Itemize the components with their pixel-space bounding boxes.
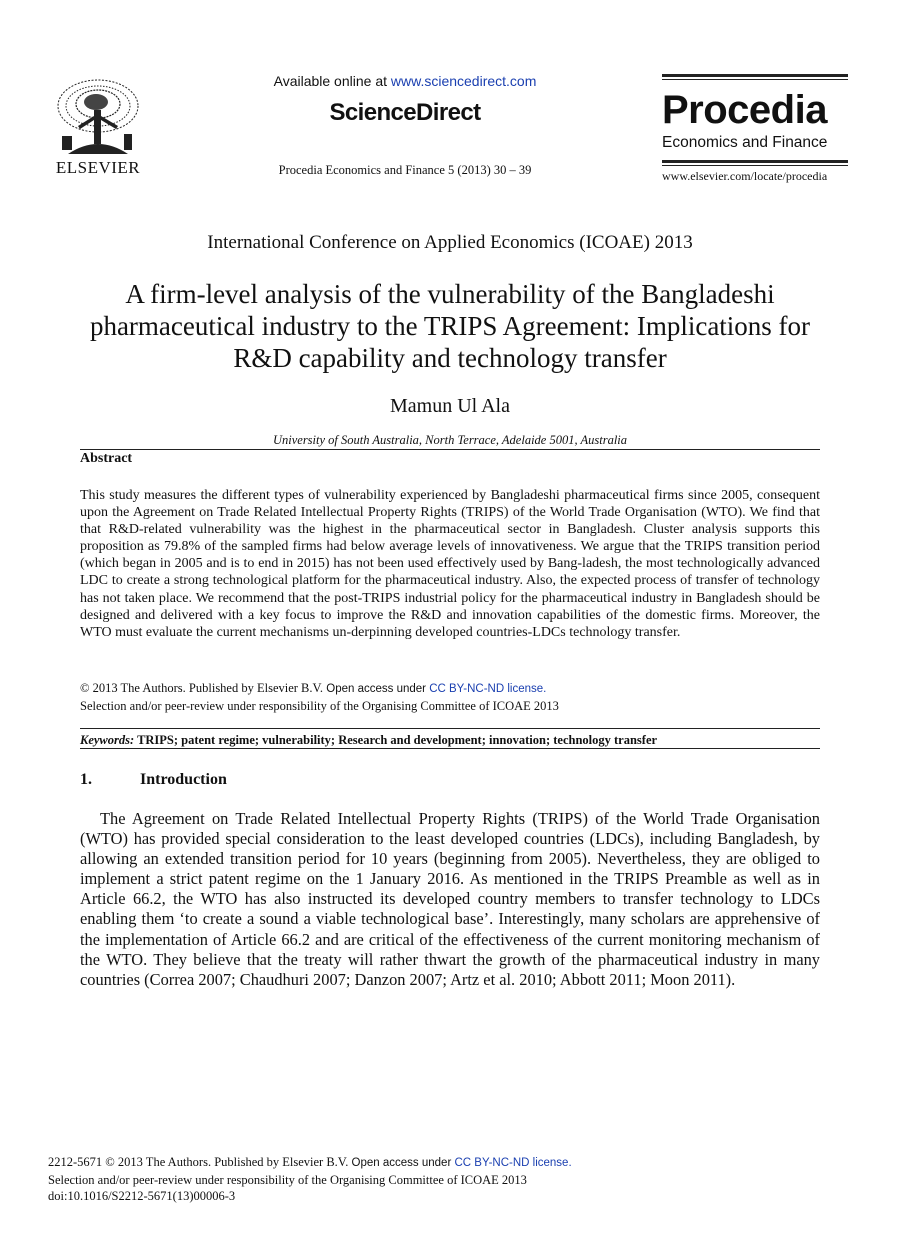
journal-brand: [662, 74, 848, 184]
keywords: [80, 733, 820, 748]
author-affiliation: University of South Australia, North Terrace, Adelaide 5001, Australia: [272, 433, 628, 447]
brand-rule-top: [662, 74, 848, 77]
available-online: [240, 73, 570, 89]
section-number: 1.: [80, 771, 92, 788]
brand-url[interactable]: www.elsevier.com/locate/procedia: [662, 169, 828, 183]
introduction-paragraph: The Agreement on Trade Related Intellectual Property Rights (TRIPS) of the World Trade Organisation (WTO) has provided special consideration to the least developed countries (LDCs), including Bangladesh, by allowing an extended transition period for 10 years (beginning from 2005). Nevertheless, they are obliged to implement a strict patent regime on the 1 January 2016. As mentioned in the TRIPS Preamble as well as in Article 66.2, the WTO has also instructed its developed country members to transfer technology to LDCs enabling them ‘to create a sound a viable technological base’. Interestingly, many scholars are apprehensive of the implementation of Article 66.2 and are critical of the effectiveness of the current monitoring mechanism of the WTO. They believe that the treaty will rather thwart the growth of the pharmaceutical industry in many countries (Correa 2007; Chaudhuri 2007; Danzon 2007; Artz et al. 2010; Abbott 2011; Moon 2011).: [80, 809, 820, 989]
conference-name: International Conference on Applied Economics (ICOAE) 2013: [207, 232, 693, 253]
footer-peer-review: Selection and/or peer-review under responsibility of the Organising Committee of ICOAE 2013: [48, 1172, 527, 1187]
copyright-notice: [80, 680, 820, 715]
author-name: Mamun Ul Ala: [390, 395, 510, 417]
abstract-top-rule: [80, 449, 820, 450]
footer-doi[interactable]: doi:10.1016/S2212-5671(13)00006-3: [48, 1189, 236, 1203]
footer-license-link[interactable]: CC BY-NC-ND license.: [454, 1157, 572, 1169]
paper-title: A firm-level analysis of the vulnerability of the Bangladeshi pharmaceutical industry to the TRIPS Agreement: Implications for R&D capability and technology transfer: [89, 279, 811, 373]
brand-rule-bottom-thin: [662, 165, 848, 166]
copyright-line: © 2013 The Authors. Published by Elsevier B.V.: [80, 681, 324, 695]
footer-issn-copyright: 2212-5671 © 2013 The Authors. Published by Elsevier B.V.: [48, 1155, 349, 1169]
footer-open-access-label: Open access under: [348, 1157, 455, 1169]
sciencedirect-link[interactable]: www.sciencedirect.com: [390, 73, 537, 89]
open-access-label: Open access under: [323, 683, 430, 695]
brand-rule-top-thin: [662, 79, 848, 80]
keywords-text: TRIPS; patent regime; vulnerability; Research and development; innovation; technology transfer: [134, 733, 658, 747]
abstract-text: This study measures the different types of vulnerability experienced by Bangladeshi pharmaceutical firms since 2005, consequent upon the Agreement on Trade Related Intellectual Property Rights (TRIPS) of the World Trade Organisation (WTO). We find that that R&D-related vulnerability was the highest in the pharmaceutical sector in Bangladesh. Cluster analysis supports this proposition as 79.8% of the sampled firms had below average levels of innovativeness. We argue that the TRIPS transition period (which began in 2005 and is to end in 2015) has not been used effectively used by Bang-ladesh, the most technologically advanced LDC to create a strong technological platform for the pharmaceutical industry. Also, the expected process of transfer of technology has not taken place. We recommend that the post-TRIPS industrial policy for the pharmaceutical industry in Bangladesh should be designed and delivered with a key focus to improve the R&D and innovation capabilities of the domestic firms. Moreover, the WTO must evaluate the current mechanisms un-derpinning developed countries-LDCs technology transfer.: [80, 488, 820, 640]
keywords-top-rule: [80, 728, 820, 729]
available-prefix: Available online at: [273, 73, 391, 89]
platform-wordmark: ScienceDirect: [329, 99, 481, 126]
keywords-bottom-rule: [80, 748, 820, 749]
abstract-heading: Abstract: [80, 451, 133, 466]
journal-reference: Procedia Economics and Finance 5 (2013) 30 – 39: [278, 163, 532, 177]
brand-title: Procedia: [662, 88, 827, 132]
brand-rule-bottom: [662, 160, 848, 163]
section-title: Introduction: [140, 771, 227, 788]
peer-review-note: Selection and/or peer-review under responsibility of the Organising Committee of ICOAE 2013: [80, 699, 559, 713]
publisher-name: ELSEVIER: [55, 158, 141, 177]
brand-subtitle: Economics and Finance: [662, 134, 828, 151]
footer-notice: [48, 1154, 828, 1205]
license-link[interactable]: CC BY-NC-ND license.: [429, 683, 547, 695]
keywords-label: Keywords:: [80, 733, 135, 747]
